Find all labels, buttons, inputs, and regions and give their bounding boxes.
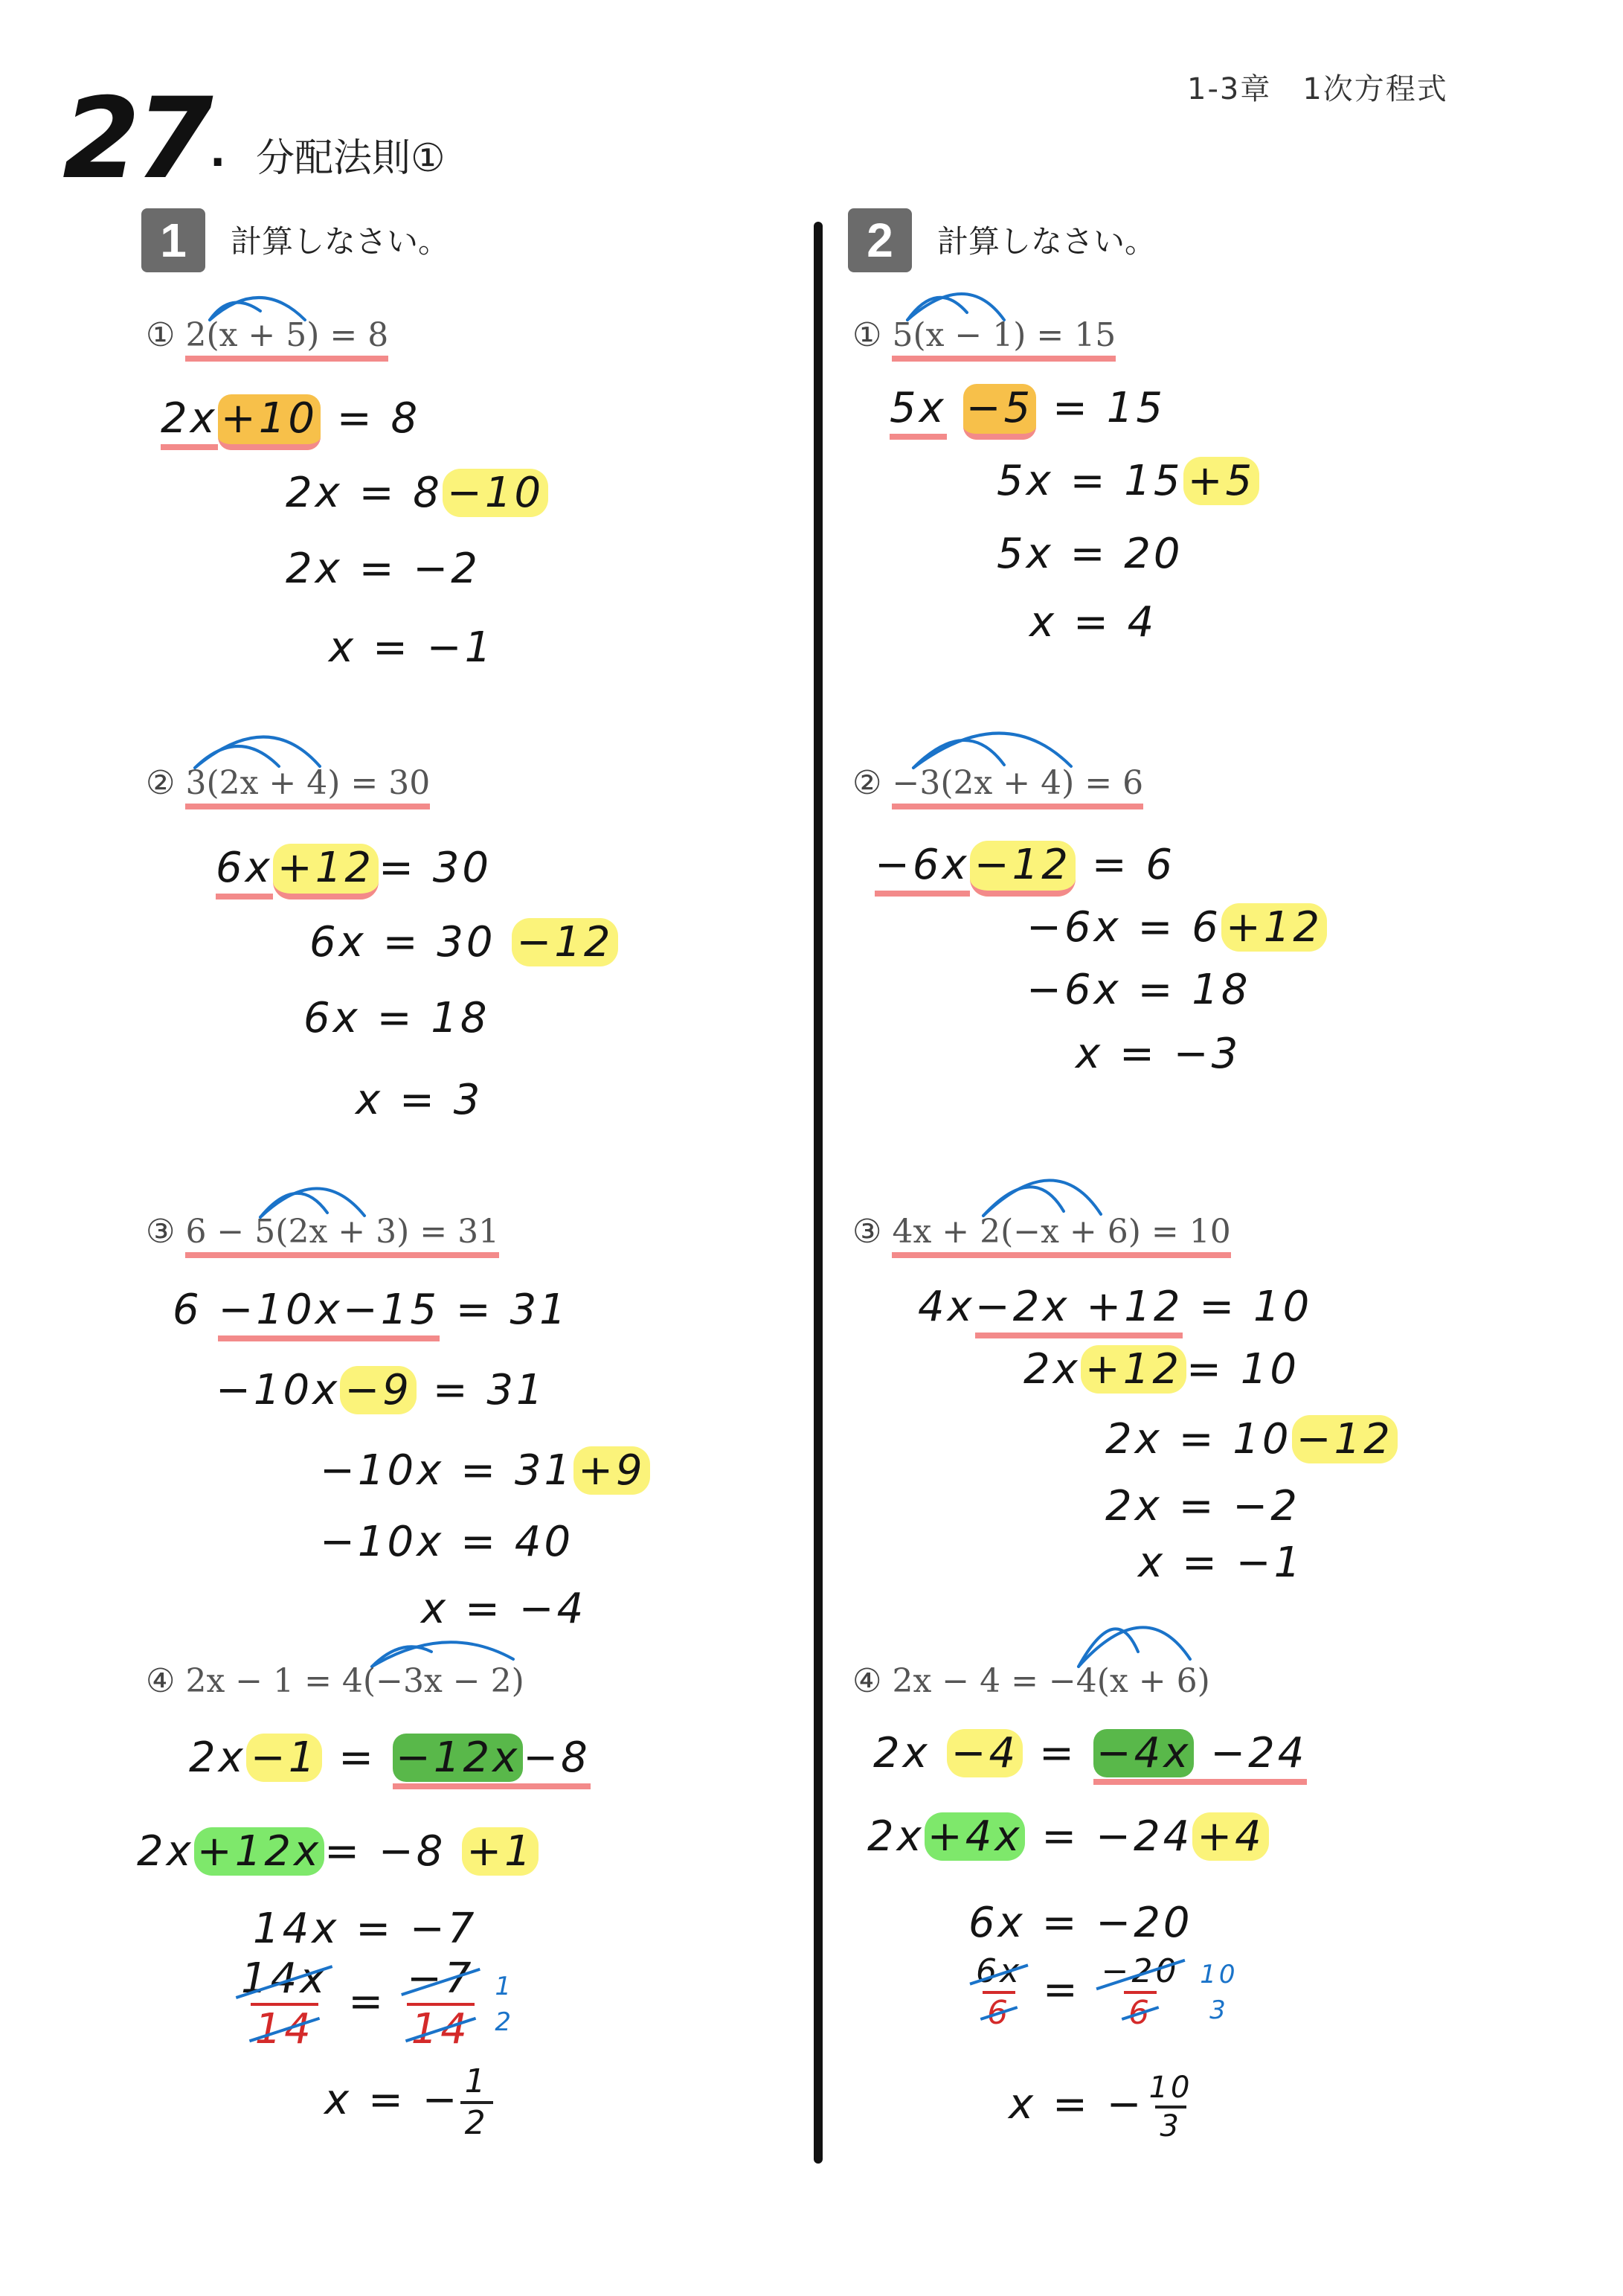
lesson-number: 27 xyxy=(62,74,209,204)
lesson-title: 分配法則① xyxy=(256,136,446,181)
step-1-4-d: $\frac{14x}{14}$ = $\frac{-7}{14}$ 1 2 xyxy=(237,1958,514,2050)
problem-2-3: ③ 4x + 2(−x + 6) = 10 xyxy=(852,1213,1231,1251)
step-1-3-c: −10x = 31 +9 xyxy=(320,1446,650,1495)
step-1-4-b: 2x+12x= −8 +1 xyxy=(137,1827,539,1876)
step-1-1-d: x = −1 xyxy=(329,623,495,672)
arc-2-4a xyxy=(1079,1629,1138,1667)
step-2-2-b: −6x = 6 +12 xyxy=(1026,903,1327,952)
problem-1-4: ④ 2x − 1 = 4(−3x − 2) xyxy=(146,1662,524,1700)
section-1-badge: 1 xyxy=(141,208,205,272)
step-1-4-a: 2x −1 = −12x−8 xyxy=(189,1734,591,1782)
step-1-3-d: −10x = 40 xyxy=(320,1518,574,1566)
lesson-dot: . xyxy=(210,128,226,176)
step-2-4-b: 2x+4x = −24 +4 xyxy=(867,1812,1269,1861)
step-2-2-a: −6x −12 = 6 xyxy=(875,841,1175,889)
step-2-2-c: −6x = 18 xyxy=(1026,966,1251,1014)
problem-1-2: ② 3(2x + 4) = 30 xyxy=(146,764,430,802)
fraction-rhs: $\frac{-7}{14}$ xyxy=(402,1958,479,2050)
step-1-1-b: 2x = 8 −10 xyxy=(286,469,548,517)
problem-2-2: ② −3(2x + 4) = 6 xyxy=(852,764,1143,802)
step-1-4-c: 14x = −7 xyxy=(253,1905,478,1953)
step-1-4-e: x = − $\frac{1}{2}$ xyxy=(324,2065,493,2140)
fraction-lhs: $\frac{6x}{6}$ xyxy=(971,1955,1026,2030)
problem-equation: 2(x + 5) = 8 xyxy=(185,316,388,362)
step-2-4-a: 2x −4 = −4x −24 xyxy=(873,1729,1307,1777)
step-1-3-b: −10x −9 = 31 xyxy=(216,1366,546,1414)
step-2-3-b: 2x +12 = 10 xyxy=(1023,1345,1299,1394)
column-divider xyxy=(814,222,823,2164)
step-1-2-b: 6x = 30 −12 xyxy=(309,918,618,966)
arc-2-4b xyxy=(1079,1627,1190,1667)
step-2-1-d: x = 4 xyxy=(1029,598,1157,647)
step-2-3-c: 2x = 10 −12 xyxy=(1105,1415,1398,1463)
step-1-2-d: x = 3 xyxy=(356,1076,483,1124)
step-2-4-c: 6x = −20 xyxy=(968,1899,1193,1947)
chapter-label: 1-3章 1次方程式 xyxy=(1187,72,1448,106)
reduced-fraction-marks: 10 3 xyxy=(1200,1960,1238,2025)
step-2-3-a: 4x−2x +12 = 10 xyxy=(918,1283,1312,1331)
step-1-1-c: 2x = −2 xyxy=(286,545,481,593)
step-1-2-c: 6x = 18 xyxy=(303,994,490,1042)
step-1-1-a: 2x+10 = 8 xyxy=(161,394,420,443)
step-1-2-a: 6x +12 = 30 xyxy=(216,844,492,892)
problem-2-1: ① 5(x − 1) = 15 xyxy=(852,316,1116,354)
arc-2-3a xyxy=(983,1187,1064,1216)
step-2-4-d: $\frac{6x}{6}$ = $\frac{-20}{6}$ 10 3 xyxy=(971,1955,1238,2030)
fraction-lhs: $\frac{14x}{14}$ xyxy=(237,1958,332,2050)
step-2-3-d: 2x = −2 xyxy=(1105,1482,1300,1530)
reduced-fraction-marks: 1 2 xyxy=(495,1972,514,2037)
problem-2-4: ④ 2x − 4 = −4(x + 6) xyxy=(852,1662,1210,1700)
step-2-3-e: x = −1 xyxy=(1138,1539,1304,1587)
step-2-1-a: 5x −5 = 15 xyxy=(890,384,1166,432)
fraction-rhs: $\frac{-20}{6}$ xyxy=(1097,1955,1184,2030)
arc-1-2b xyxy=(195,737,320,768)
step-2-1-b: 5x = 15 +5 xyxy=(997,457,1259,505)
section-2-instruction: 計算しなさい。 xyxy=(937,223,1157,260)
step-2-4-e: x = − $\frac{10}{3}$ xyxy=(1009,2071,1193,2143)
problem-mark: ① xyxy=(146,316,176,354)
step-2-2-d: x = −3 xyxy=(1076,1030,1241,1078)
problem-1-1 xyxy=(146,316,388,354)
step-2-1-c: 5x = 20 xyxy=(997,530,1183,578)
step-1-3-e: x = −4 xyxy=(421,1585,587,1633)
arc-2-2b xyxy=(913,733,1071,768)
arc-2-3b xyxy=(983,1180,1101,1216)
step-1-3-a: 6 −10x−15 = 31 xyxy=(173,1286,569,1334)
section-1-instruction: 計算しなさい。 xyxy=(231,223,450,260)
section-2-badge: 2 xyxy=(848,208,912,272)
problem-1-3: ③ 6 − 5(2x + 3) = 31 xyxy=(146,1213,499,1251)
